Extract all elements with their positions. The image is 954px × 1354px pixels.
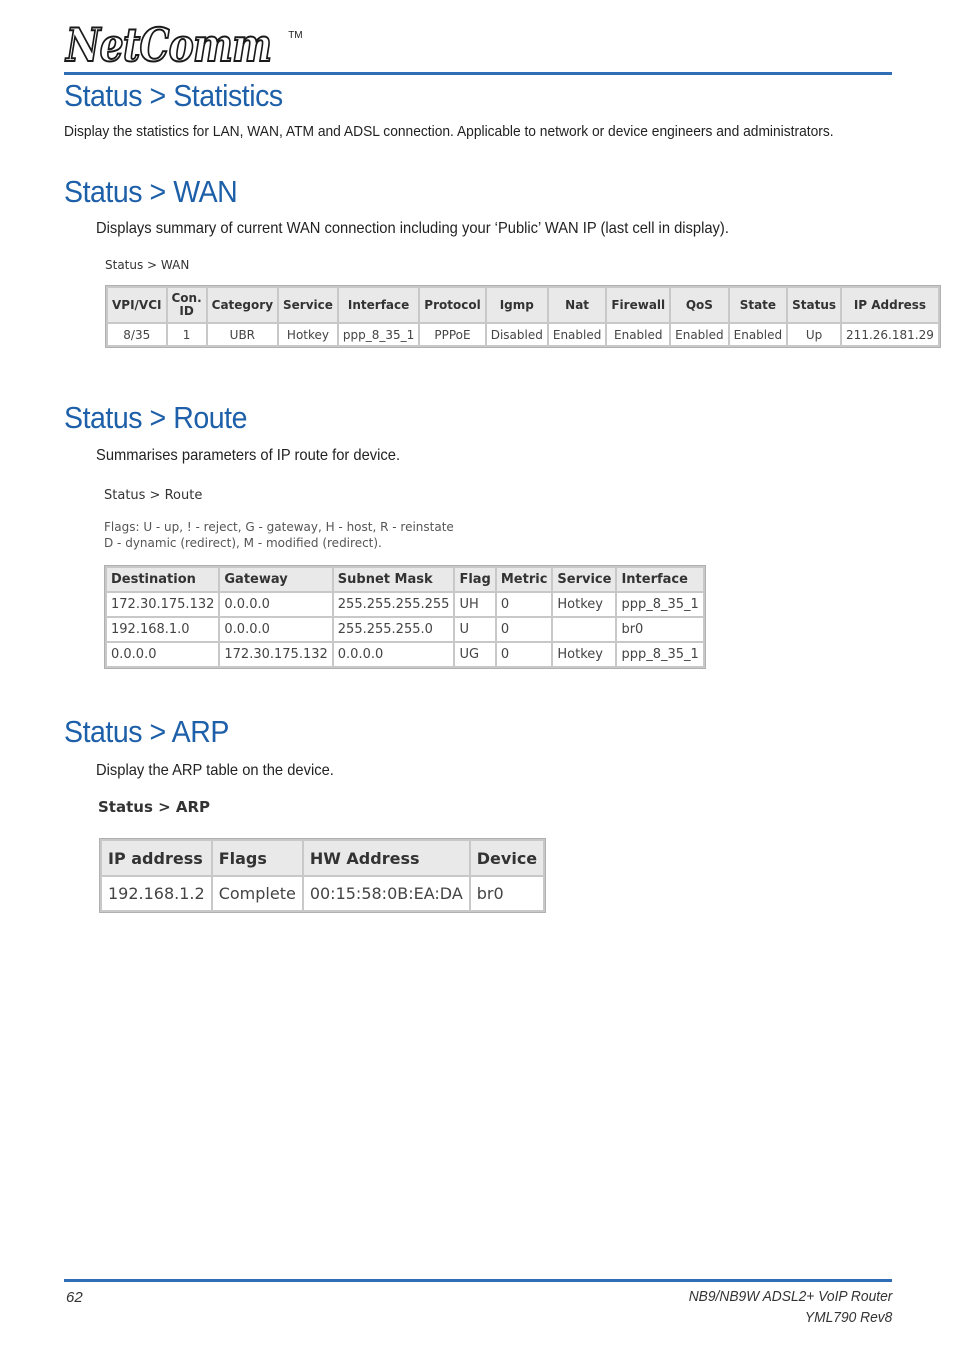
wan-column-header: Nat	[549, 288, 606, 322]
heading-route: Status > Route	[64, 400, 248, 435]
route-column-header: Flag	[455, 568, 494, 591]
wan-column-header: Firewall	[607, 288, 669, 322]
wan-screenshot	[105, 258, 189, 272]
route-table-cell: 0.0.0.0	[107, 643, 218, 666]
heading-arp: Status > ARP	[64, 714, 229, 749]
wan-table-cell: Enabled	[607, 324, 669, 345]
route-description: Summarises parameters of IP route for device.	[96, 447, 401, 464]
wan-table-cell: 1	[168, 324, 206, 345]
wan-table-cell: 8/35	[108, 324, 166, 345]
route-table-cell	[553, 618, 615, 641]
wan-column-header: QoS	[671, 288, 728, 322]
wan-description: Displays summary of current WAN connection including your ‘Public’ WAN IP (last cell in display).	[96, 220, 729, 237]
route-table-cell: 172.30.175.132	[107, 593, 218, 616]
route-flags-legend	[104, 519, 454, 551]
footer-doc-code: YML790 Rev8	[804, 1309, 892, 1326]
arp-description: Display the ARP table on the device.	[96, 762, 334, 779]
heading-wan: Status > WAN	[64, 174, 238, 209]
route-table-cell: Hotkey	[553, 593, 615, 616]
wan-table-cell: ppp_8_35_1	[339, 324, 418, 345]
wan-table-cell: Enabled	[549, 324, 606, 345]
wan-table-cell: PPPoE	[420, 324, 484, 345]
wan-column-header: IP Address	[842, 288, 938, 322]
route-column-header: Service	[553, 568, 615, 591]
route-column-header: Gateway	[220, 568, 331, 591]
route-table-cell: UH	[455, 593, 494, 616]
heading-statistics: Status > Statistics	[64, 78, 283, 113]
wan-table-row	[108, 324, 938, 345]
route-flags-line-1: Flags: U - up, ! - reject, G - gateway, H - host, R - reinstate	[104, 520, 454, 534]
wan-screenshot-title: Status > WAN	[105, 258, 190, 272]
logo-trademark: TM	[288, 30, 303, 41]
route-table-cell: 255.255.255.255	[334, 593, 454, 616]
arp-table-cell: 00:15:58:0B:EA:DA	[304, 877, 469, 910]
route-screenshot-title: Status > Route	[104, 488, 203, 503]
wan-table-cell: Disabled	[487, 324, 547, 345]
wan-column-header: Service	[279, 288, 337, 322]
wan-column-header: Category	[208, 288, 277, 322]
wan-column-header: VPI/VCI	[108, 288, 166, 322]
route-column-header: Metric	[497, 568, 552, 591]
route-table	[104, 565, 706, 669]
wan-column-header: State	[730, 288, 787, 322]
route-column-header: Interface	[617, 568, 702, 591]
footer-product-line: NB9/NB9W ADSL2+ VoIP Router	[688, 1288, 892, 1305]
wan-table-container	[105, 285, 941, 348]
route-table-cell: 192.168.1.0	[107, 618, 218, 641]
logo-wordmark: NetComm	[66, 18, 272, 72]
wan-table-cell: Up	[788, 324, 840, 345]
route-table-cell: 0	[497, 643, 552, 666]
wan-column-header: Interface	[339, 288, 418, 322]
footer-doc-info	[688, 1286, 892, 1328]
route-table-cell: 0.0.0.0	[334, 643, 454, 666]
wan-table-cell: UBR	[208, 324, 277, 345]
route-table-cell: UG	[455, 643, 494, 666]
arp-screenshot-title: Status > ARP	[98, 798, 211, 816]
wan-table-cell: Hotkey	[279, 324, 337, 345]
wan-column-header: Protocol	[420, 288, 484, 322]
arp-table-container	[99, 838, 546, 913]
netcomm-logo	[66, 18, 303, 72]
wan-table-cell: 211.26.181.29	[842, 324, 938, 345]
arp-column-header: IP address	[102, 841, 211, 875]
route-table-cell: 0	[497, 593, 552, 616]
route-table-cell: 172.30.175.132	[220, 643, 331, 666]
arp-column-header: Flags	[213, 841, 302, 875]
route-table-cell: Hotkey	[553, 643, 615, 666]
arp-table-cell: br0	[471, 877, 543, 910]
header-divider	[64, 72, 892, 75]
route-table-cell: ppp_8_35_1	[617, 593, 702, 616]
arp-column-header: HW Address	[304, 841, 469, 875]
wan-column-header: Status	[788, 288, 840, 322]
route-table-cell: 0	[497, 618, 552, 641]
route-table-row	[107, 643, 703, 666]
wan-column-header: Con. ID	[168, 288, 206, 322]
wan-column-header: Igmp	[487, 288, 547, 322]
route-table-row	[107, 618, 703, 641]
wan-table-cell: Enabled	[671, 324, 728, 345]
route-table-row	[107, 593, 703, 616]
page-number: 62	[66, 1289, 83, 1306]
route-table-cell: 0.0.0.0	[220, 593, 331, 616]
arp-column-header: Device	[471, 841, 543, 875]
wan-table-cell: Enabled	[730, 324, 787, 345]
route-table-cell: 255.255.255.0	[334, 618, 454, 641]
arp-table	[99, 838, 546, 913]
arp-table-row	[102, 877, 543, 910]
arp-table-cell: Complete	[213, 877, 302, 910]
route-table-cell: ppp_8_35_1	[617, 643, 702, 666]
footer-divider	[64, 1279, 892, 1282]
route-flags-line-2: D - dynamic (redirect), M - modified (redirect).	[104, 536, 382, 550]
arp-table-cell: 192.168.1.2	[102, 877, 211, 910]
route-screenshot	[104, 488, 202, 503]
route-table-cell: 0.0.0.0	[220, 618, 331, 641]
route-table-cell: br0	[617, 618, 702, 641]
route-table-cell: U	[455, 618, 494, 641]
wan-table	[105, 285, 941, 348]
arp-screenshot	[98, 798, 210, 816]
route-column-header: Subnet Mask	[334, 568, 454, 591]
route-column-header: Destination	[107, 568, 218, 591]
route-table-container	[104, 565, 706, 669]
statistics-description: Display the statistics for LAN, WAN, ATM and ADSL connection. Applicable to network or device engineers and administrators.	[64, 123, 834, 140]
